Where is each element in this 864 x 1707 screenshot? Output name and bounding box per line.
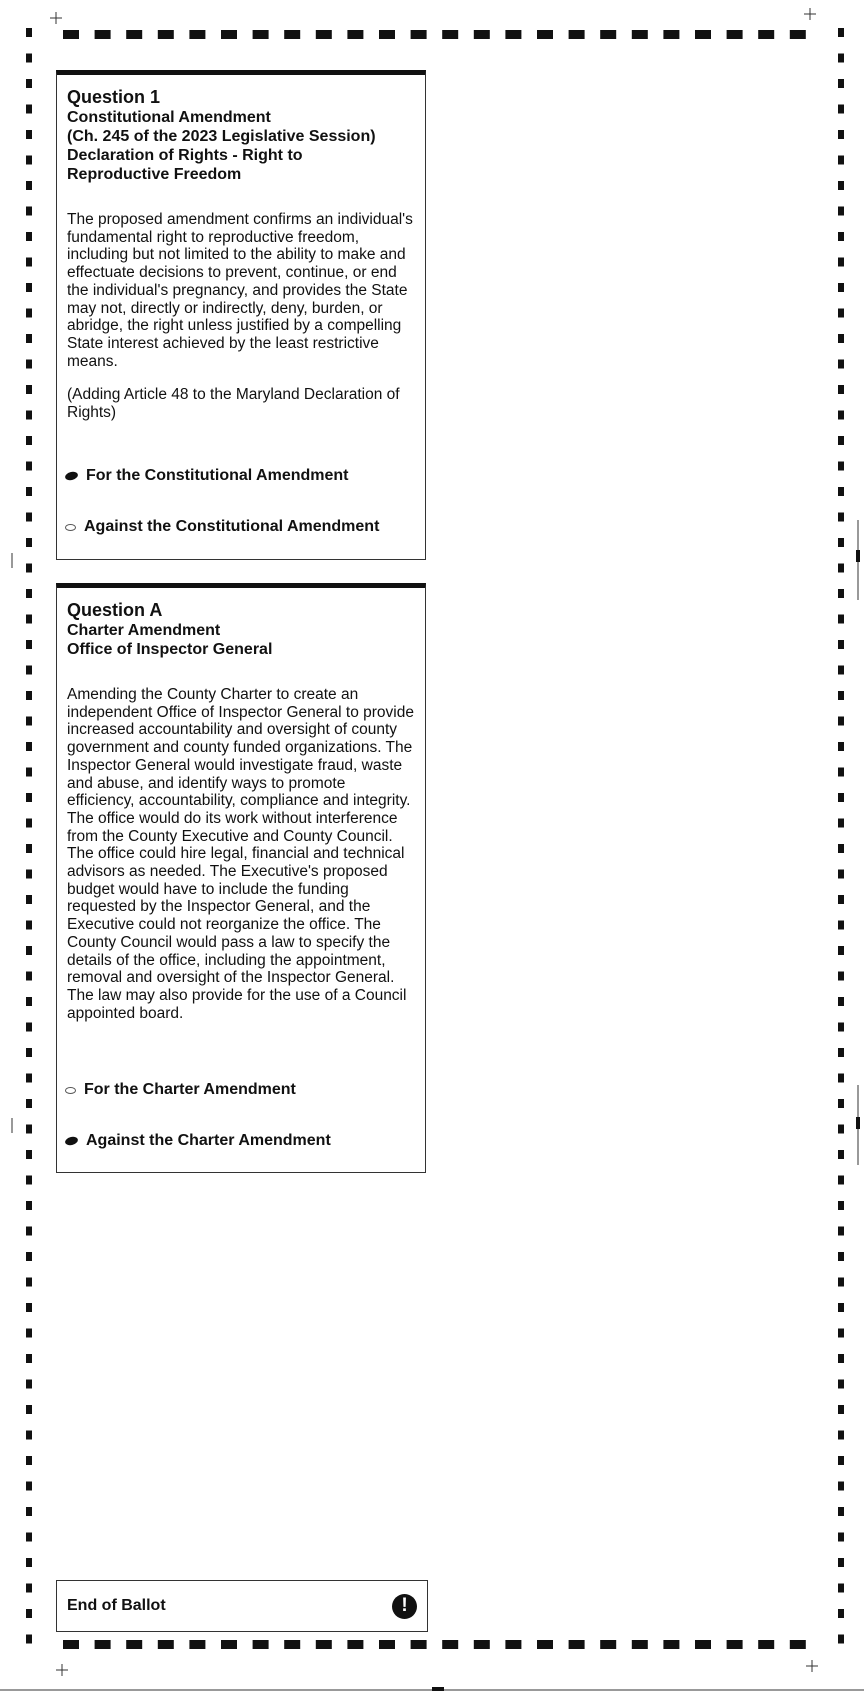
timing-mark [26, 130, 32, 139]
timing-mark [26, 1176, 32, 1185]
timing-mark [838, 1252, 844, 1261]
timing-mark [838, 1584, 844, 1593]
choice-against-constitutional-amendment[interactable] [65, 518, 419, 536]
timing-mark [442, 1640, 458, 1649]
timing-mark [26, 28, 32, 37]
timing-mark [838, 589, 844, 598]
timing-mark [838, 1380, 844, 1389]
timing-mark [838, 385, 844, 394]
timing-mark [758, 30, 774, 39]
timing-mark [838, 1507, 844, 1516]
timing-mark [838, 742, 844, 751]
timing-mark [411, 30, 427, 39]
choice-label: Against the Charter Amendment [86, 1132, 331, 1149]
timing-mark [838, 1482, 844, 1491]
choice-oval[interactable] [65, 524, 76, 531]
timing-mark [26, 946, 32, 955]
timing-mark [26, 1405, 32, 1414]
timing-mark [26, 742, 32, 751]
timing-mark [26, 666, 32, 675]
timing-mark [26, 895, 32, 904]
choice-oval[interactable] [65, 1087, 76, 1094]
timing-mark [838, 1201, 844, 1210]
contest-subheading: Constitutional Amendment [67, 109, 271, 126]
timing-mark [26, 207, 32, 216]
contest-title-line: Declaration of Rights - Right to [67, 147, 303, 164]
timing-mark [26, 589, 32, 598]
timing-mark [838, 28, 844, 37]
bottom-mark [432, 1687, 444, 1691]
timing-mark [474, 1640, 490, 1649]
timing-mark [26, 844, 32, 853]
timing-mark [838, 640, 844, 649]
timing-mark [838, 181, 844, 190]
timing-mark [26, 156, 32, 165]
timing-mark [26, 717, 32, 726]
timing-mark [727, 1640, 743, 1649]
timing-mark [663, 30, 679, 39]
timing-mark [569, 1640, 585, 1649]
timing-mark [95, 30, 111, 39]
timing-mark [838, 130, 844, 139]
timing-mark [727, 30, 743, 39]
timing-mark [26, 691, 32, 700]
timing-mark [695, 1640, 711, 1649]
timing-mark [838, 1456, 844, 1465]
contest-title-line: (Ch. 245 of the 2023 Legislative Session) [67, 128, 376, 145]
timing-mark [838, 411, 844, 420]
timing-mark [838, 156, 844, 165]
timing-mark [26, 793, 32, 802]
end-of-ballot-box [56, 1580, 428, 1632]
timing-mark [26, 819, 32, 828]
timing-mark [26, 1482, 32, 1491]
timing-mark [411, 1640, 427, 1649]
timing-mark [838, 844, 844, 853]
timing-mark [221, 1640, 237, 1649]
timing-mark [26, 1074, 32, 1083]
timing-mark [26, 997, 32, 1006]
timing-mark [253, 30, 269, 39]
timing-mark [26, 1558, 32, 1567]
timing-mark [26, 1150, 32, 1159]
timing-mark [600, 1640, 616, 1649]
timing-mark [838, 564, 844, 573]
timing-mark [26, 1278, 32, 1287]
timing-mark [347, 30, 363, 39]
timing-mark [26, 564, 32, 573]
timing-mark [26, 181, 32, 190]
timing-mark [158, 30, 174, 39]
timing-mark [838, 79, 844, 88]
timing-mark [838, 309, 844, 318]
timing-mark [838, 895, 844, 904]
timing-mark [158, 1640, 174, 1649]
timing-mark [838, 717, 844, 726]
timing-mark [838, 1227, 844, 1236]
timing-mark [838, 972, 844, 981]
timing-mark [838, 1099, 844, 1108]
timing-mark [838, 105, 844, 114]
timing-mark [63, 1640, 79, 1649]
timing-mark [838, 334, 844, 343]
timing-mark [379, 30, 395, 39]
timing-mark [838, 1278, 844, 1287]
timing-mark [26, 283, 32, 292]
exclamation-icon: ! [392, 1594, 417, 1619]
timing-mark [537, 30, 553, 39]
timing-mark [26, 768, 32, 777]
timing-mark [838, 1558, 844, 1567]
timing-mark [505, 1640, 521, 1649]
timing-mark [26, 1456, 32, 1465]
contest-question-a [56, 583, 426, 1173]
timing-mark [26, 921, 32, 930]
timing-mark [63, 30, 79, 39]
timing-mark [838, 258, 844, 267]
contest-heading: Question 1 [67, 87, 161, 107]
contest-subheading: Charter Amendment [67, 622, 221, 639]
timing-mark [838, 1635, 844, 1644]
timing-mark [26, 436, 32, 445]
timing-mark [26, 462, 32, 471]
timing-mark [838, 793, 844, 802]
timing-mark [838, 1303, 844, 1312]
end-of-ballot-label: End of Ballot [67, 1597, 166, 1614]
timing-mark [26, 1303, 32, 1312]
timing-mark [474, 30, 490, 39]
timing-mark [569, 30, 585, 39]
timing-mark [442, 30, 458, 39]
timing-mark [26, 615, 32, 624]
timing-mark [126, 30, 142, 39]
choice-for-charter-amendment[interactable] [65, 1081, 419, 1099]
timing-mark [26, 1533, 32, 1542]
timing-mark [347, 1640, 363, 1649]
timing-mark [26, 385, 32, 394]
timing-mark [26, 360, 32, 369]
timing-mark [838, 462, 844, 471]
timing-mark [26, 1099, 32, 1108]
timing-mark [838, 436, 844, 445]
timing-mark [26, 513, 32, 522]
timing-mark [284, 1640, 300, 1649]
timing-mark [26, 1609, 32, 1618]
timing-mark [26, 640, 32, 649]
timing-mark [838, 232, 844, 241]
timing-mark [838, 870, 844, 879]
timing-mark [316, 30, 332, 39]
choice-oval[interactable] [64, 1135, 79, 1146]
timing-mark [838, 1074, 844, 1083]
timing-mark [790, 1640, 806, 1649]
timing-mark [838, 283, 844, 292]
timing-mark [284, 30, 300, 39]
timing-mark [26, 1354, 32, 1363]
timing-mark [26, 334, 32, 343]
timing-mark [790, 30, 806, 39]
timing-mark [838, 360, 844, 369]
contest-note: (Adding Article 48 to the Maryland Declaration of Rights) [67, 386, 400, 422]
timing-mark [253, 1640, 269, 1649]
timing-mark [838, 538, 844, 547]
timing-mark [838, 666, 844, 675]
timing-mark [26, 1584, 32, 1593]
timing-mark [838, 513, 844, 522]
timing-mark [26, 1635, 32, 1644]
timing-mark [26, 487, 32, 496]
timing-mark [26, 1125, 32, 1134]
timing-mark [189, 30, 205, 39]
timing-mark [838, 691, 844, 700]
timing-mark [26, 1023, 32, 1032]
timing-mark [26, 54, 32, 63]
timing-mark [838, 1609, 844, 1618]
choice-label: Against the Constitutional Amendment [84, 518, 380, 535]
timing-mark [838, 1048, 844, 1057]
timing-mark [838, 1354, 844, 1363]
timing-mark [838, 207, 844, 216]
timing-mark [838, 946, 844, 955]
timing-mark [838, 819, 844, 828]
timing-mark [758, 1640, 774, 1649]
timing-mark [838, 997, 844, 1006]
contest-body-text: Amending the County Charter to create an independent Office of Inspector General to provide increased accountability and oversight of county government and county funded organizations. The Inspector General would investigate fraud, waste and abuse, and identify ways to promote efficiency, accountability, compliance and integrity. The office would do its work without interference from the County Executive and County Council. The office could hire legal, financial and technical advisors as needed. The Executive's proposed budget would have to include the funding requested by the Inspector General, and the Executive could not reorganize the office. The County Council would pass a law to specify the details of the office, including the appointment, removal and oversight of the Inspector General. The law may also provide for the use of a Council appointed board. [67, 686, 414, 1022]
timing-mark [26, 1227, 32, 1236]
edge-tick [856, 550, 860, 562]
choice-label: For the Charter Amendment [84, 1081, 296, 1098]
choice-label: For the Constitutional Amendment [86, 467, 349, 484]
contest-heading: Question A [67, 600, 163, 620]
timing-mark [26, 105, 32, 114]
choice-against-charter-amendment[interactable] [65, 1132, 419, 1150]
timing-mark [316, 1640, 332, 1649]
timing-mark [838, 1533, 844, 1542]
timing-mark [838, 487, 844, 496]
timing-mark [26, 1431, 32, 1440]
timing-mark [632, 30, 648, 39]
timing-mark [26, 1048, 32, 1057]
timing-mark [26, 232, 32, 241]
timing-mark [95, 1640, 111, 1649]
timing-mark [505, 30, 521, 39]
timing-mark [600, 30, 616, 39]
timing-mark [189, 1640, 205, 1649]
timing-mark [838, 1176, 844, 1185]
timing-mark [26, 309, 32, 318]
contest-title-line: Office of Inspector General [67, 641, 273, 658]
timing-mark [838, 1150, 844, 1159]
timing-mark [26, 411, 32, 420]
timing-mark [838, 768, 844, 777]
timing-mark [537, 1640, 553, 1649]
edge-tick [856, 1117, 860, 1129]
timing-mark [26, 538, 32, 547]
timing-mark [26, 972, 32, 981]
contest-question-1 [56, 70, 426, 560]
timing-mark [663, 1640, 679, 1649]
timing-mark [126, 1640, 142, 1649]
timing-mark [26, 1329, 32, 1338]
choice-oval[interactable] [64, 470, 79, 481]
timing-mark [838, 1405, 844, 1414]
timing-mark [838, 54, 844, 63]
timing-mark [26, 870, 32, 879]
timing-mark [838, 1431, 844, 1440]
timing-mark [838, 921, 844, 930]
timing-mark [632, 1640, 648, 1649]
timing-mark [26, 258, 32, 267]
timing-mark [26, 1252, 32, 1261]
choice-for-constitutional-amendment[interactable] [65, 467, 419, 485]
timing-mark [26, 1507, 32, 1516]
timing-mark [26, 79, 32, 88]
timing-mark [838, 1329, 844, 1338]
timing-mark [838, 615, 844, 624]
contest-body-text: The proposed amendment confirms an individual's fundamental right to reproductive freedom, including but not limited to the ability to make and effectuate decisions to prevent, continue, or end the individual's pregnancy, and provides the State may not, directly or indirectly, deny, burden, or abridge, the right unless justified by a compelling State interest achieved by the least restrictive means. [67, 211, 413, 370]
timing-mark [221, 30, 237, 39]
timing-mark [379, 1640, 395, 1649]
timing-mark [838, 1023, 844, 1032]
timing-mark [26, 1201, 32, 1210]
contest-title-line: Reproductive Freedom [67, 166, 242, 183]
timing-mark [695, 30, 711, 39]
timing-mark [26, 1380, 32, 1389]
timing-mark [838, 1125, 844, 1134]
